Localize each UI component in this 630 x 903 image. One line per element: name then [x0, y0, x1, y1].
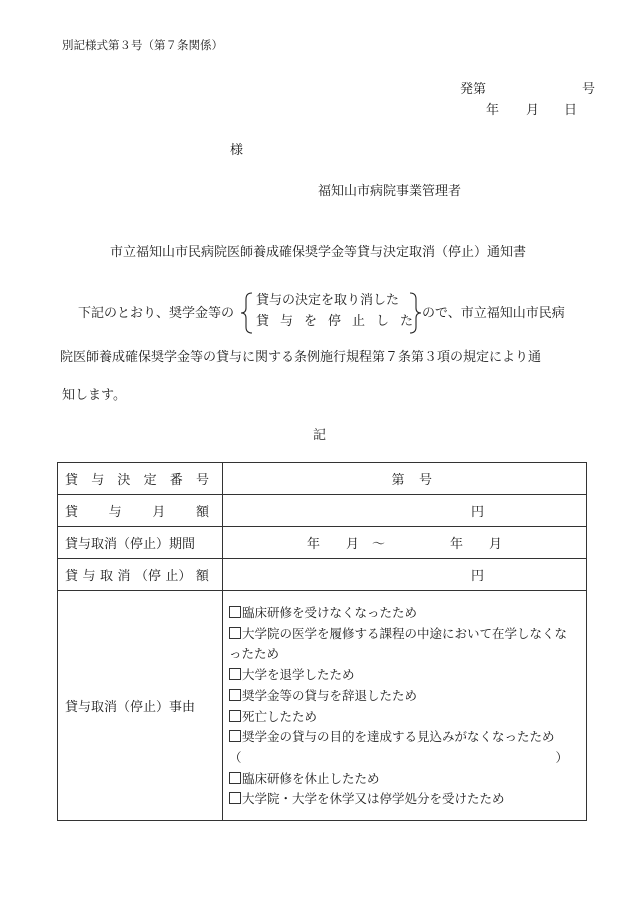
option-brace [236, 290, 426, 336]
table-row [58, 591, 587, 821]
yen-unit: 円 [471, 569, 485, 584]
option-cancel: 貸与の決定を取り消した [256, 293, 400, 308]
label-char: （停 [134, 569, 161, 584]
label-char: 額 [195, 505, 209, 520]
label-char: 月 [152, 505, 166, 520]
ki-heading: 記 [313, 428, 327, 443]
option-suspend-char: た [400, 314, 414, 329]
yen-unit: 円 [471, 505, 485, 520]
cancel-period-value[interactable]: 年 月 ～ 年 月 [223, 527, 587, 559]
loan-number-prefix: 第 [391, 473, 405, 488]
option-suspend-char: 与 [280, 314, 294, 329]
label-char: 止） [165, 569, 192, 584]
document-title: 市立福知山市民病院医師養成確保奨学金等貸与決定取消（停止）通知書 [110, 245, 527, 260]
cancel-amount-label [58, 559, 223, 591]
checkbox[interactable] [229, 668, 241, 680]
sender: 福知山市病院事業管理者 [318, 184, 462, 199]
loan-number-suffix: 号 [418, 473, 432, 488]
cancel-amount-value[interactable] [223, 559, 587, 591]
reason-option[interactable] [229, 707, 582, 728]
reason-text: 奨学金の貸与の目的を達成する見込みがなくなったため [242, 729, 555, 745]
reason-option[interactable] [229, 789, 582, 810]
loan-number-label [58, 463, 223, 495]
label-char: 与 [108, 505, 122, 520]
body-line2: 院医師養成確保奨学金等の貸与に関する条例施行規程第７条第３項の規定により通 [60, 350, 542, 365]
table-row [58, 463, 587, 495]
paren-close: ） [555, 749, 568, 765]
reason-text-continued: ったため [229, 646, 280, 662]
reason-text: 大学を退学したため [242, 667, 355, 683]
issue-day: 日 [564, 103, 578, 118]
table-row [58, 527, 587, 559]
label-char: 与 [91, 473, 105, 488]
issue-number-prefix: 発第 [460, 82, 487, 97]
detail-table [57, 462, 587, 821]
option-suspend-char: し [376, 314, 390, 329]
checkbox[interactable] [229, 772, 241, 784]
issue-number-suffix: 号 [582, 82, 596, 97]
option-suspend-char: 停 [328, 314, 342, 329]
reason-option[interactable] [229, 665, 582, 686]
reason-option[interactable] [229, 727, 582, 748]
reason-text: 大学院の医学を履修する課程の中途において在学しなくな [242, 625, 568, 641]
cancel-period-label: 貸与取消（停止）期間 [58, 527, 223, 559]
label-char: 番 [169, 473, 183, 488]
option-suspend [256, 311, 424, 332]
option-suspend-char: を [304, 314, 318, 329]
monthly-amount-value[interactable] [223, 495, 587, 527]
checkbox[interactable] [229, 689, 241, 701]
label-char: 貸 [65, 473, 79, 488]
reason-detail-field[interactable] [229, 748, 582, 769]
issue-month: 月 [526, 103, 540, 118]
body-after: ので、市立福知山市民病 [422, 306, 565, 321]
checkbox[interactable] [229, 710, 241, 722]
checkbox[interactable] [229, 730, 241, 742]
label-char: 号 [195, 473, 209, 488]
recipient: 様 [230, 143, 244, 158]
right-brace [408, 292, 422, 334]
paren-open: （ [229, 749, 242, 765]
loan-number-value[interactable] [223, 463, 587, 495]
label-char: 与 [82, 569, 96, 584]
option-suspend-char: 貸 [256, 314, 270, 329]
body-line3: 知します。 [62, 388, 126, 403]
form-label: 別記様式第３号（第７条関係） [62, 38, 223, 52]
left-brace [240, 292, 254, 334]
issue-number [460, 78, 595, 97]
label-char: 貸 [65, 569, 79, 584]
monthly-amount-label [58, 495, 223, 527]
reason-text: 臨床研修を休止したため [242, 770, 380, 786]
reason-option[interactable] [229, 686, 582, 707]
cancel-reason-label: 貸与取消（停止）事由 [58, 591, 223, 821]
checkbox[interactable] [229, 792, 241, 804]
option-suspend-char: 止 [352, 314, 366, 329]
reason-option[interactable] [229, 769, 582, 790]
reason-text: 大学院・大学を休学又は停学処分を受けたため [242, 791, 505, 807]
issue-date [486, 99, 577, 118]
body-lead: 下記のとおり、奨学金等の [78, 306, 235, 321]
label-char: 取 [99, 569, 113, 584]
table-row [58, 559, 587, 591]
label-char: 定 [143, 473, 157, 488]
checkbox[interactable] [229, 606, 241, 618]
label-char: 額 [195, 569, 209, 584]
checkbox[interactable] [229, 627, 241, 639]
label-char: 貸 [65, 505, 79, 520]
reason-text: 奨学金等の貸与を辞退したため [242, 687, 418, 703]
label-char: 決 [117, 473, 131, 488]
reason-text: 臨床研修を受けなくなったため [242, 605, 418, 620]
issue-year: 年 [486, 103, 500, 118]
reason-text: 死亡したため [242, 708, 318, 724]
table-row [58, 495, 587, 527]
cancel-reason-list [223, 591, 587, 821]
reason-option[interactable] [229, 603, 582, 624]
reason-option[interactable] [229, 624, 582, 645]
label-char: 消 [117, 569, 131, 584]
